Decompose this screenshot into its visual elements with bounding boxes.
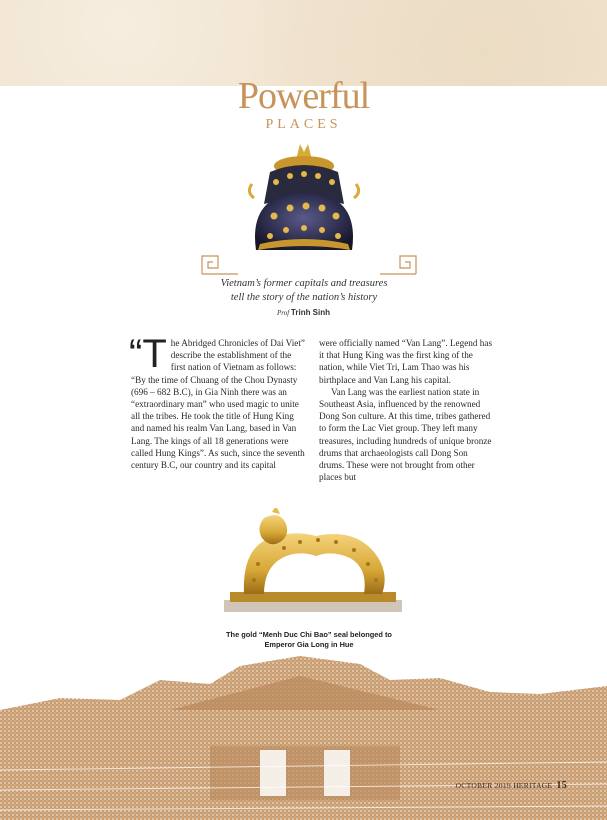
article-column-2	[319, 337, 493, 483]
drop-cap: “T	[129, 332, 167, 376]
page-number: 15	[556, 780, 567, 791]
citadel-gate-engraving	[0, 650, 607, 820]
caption-line-1: The gold “Menh Duc Chi Bao” seal belonged to	[226, 630, 392, 639]
gold-dragon-seal-image	[224, 508, 402, 612]
column-1-text: he Abridged Chronicles of Dai Viet” describe the establishment of the first nation of Vietnam as follows: “By the time of Chuang of the Chou Dynasty (696 – 682 B.C), in Gia Ninh there was an “extraordinary man” who used magic to unite all the tribes. He took the title of Hung King and named his realm Van Lang, based in Van Lang. The kings of all 18 generations were called Hung Kings”. As such, since the seventh century B.C, our country and its capital	[131, 338, 306, 471]
caption-line-2: Emperor Gia Long in Hue	[264, 640, 354, 649]
byline	[0, 308, 607, 318]
deck-line-2: tell the story of the nation’s history	[230, 292, 378, 303]
column-2-paragraph-1: were officially named “Van Lang”. Legend has it that Hung King was the first king of the nation, while Viet Tri, Lam Thao was his birthplace and Van Lang his capital.	[319, 338, 493, 385]
column-2-paragraph-2: Van Lang was the earliest nation state in Southeast Asia, influenced by the renowned Dong Son culture. At this time, tribes gathered to form the Lac Viet group. They left many treasures, including hundreds of unique bronze drums that archaeologists call Dong Son drums. These were not brought from other places but	[319, 386, 492, 483]
page-title: Powerful	[237, 75, 370, 117]
issue-label: OCTOBER 2019 HERITAGE	[455, 781, 553, 790]
page-subtitle: PLACES	[265, 117, 342, 132]
byline-author: Trinh Sinh	[290, 308, 331, 317]
imperial-crown-image	[240, 138, 368, 258]
byline-prefix: Prof	[276, 309, 290, 317]
deck-line-1: Vietnam’s former capitals and treasures	[220, 278, 388, 289]
image-caption	[198, 630, 420, 650]
fret-frame-ornament	[198, 250, 420, 278]
article-column-1	[129, 332, 306, 471]
page-footer	[456, 780, 567, 791]
article-deck	[190, 277, 418, 305]
